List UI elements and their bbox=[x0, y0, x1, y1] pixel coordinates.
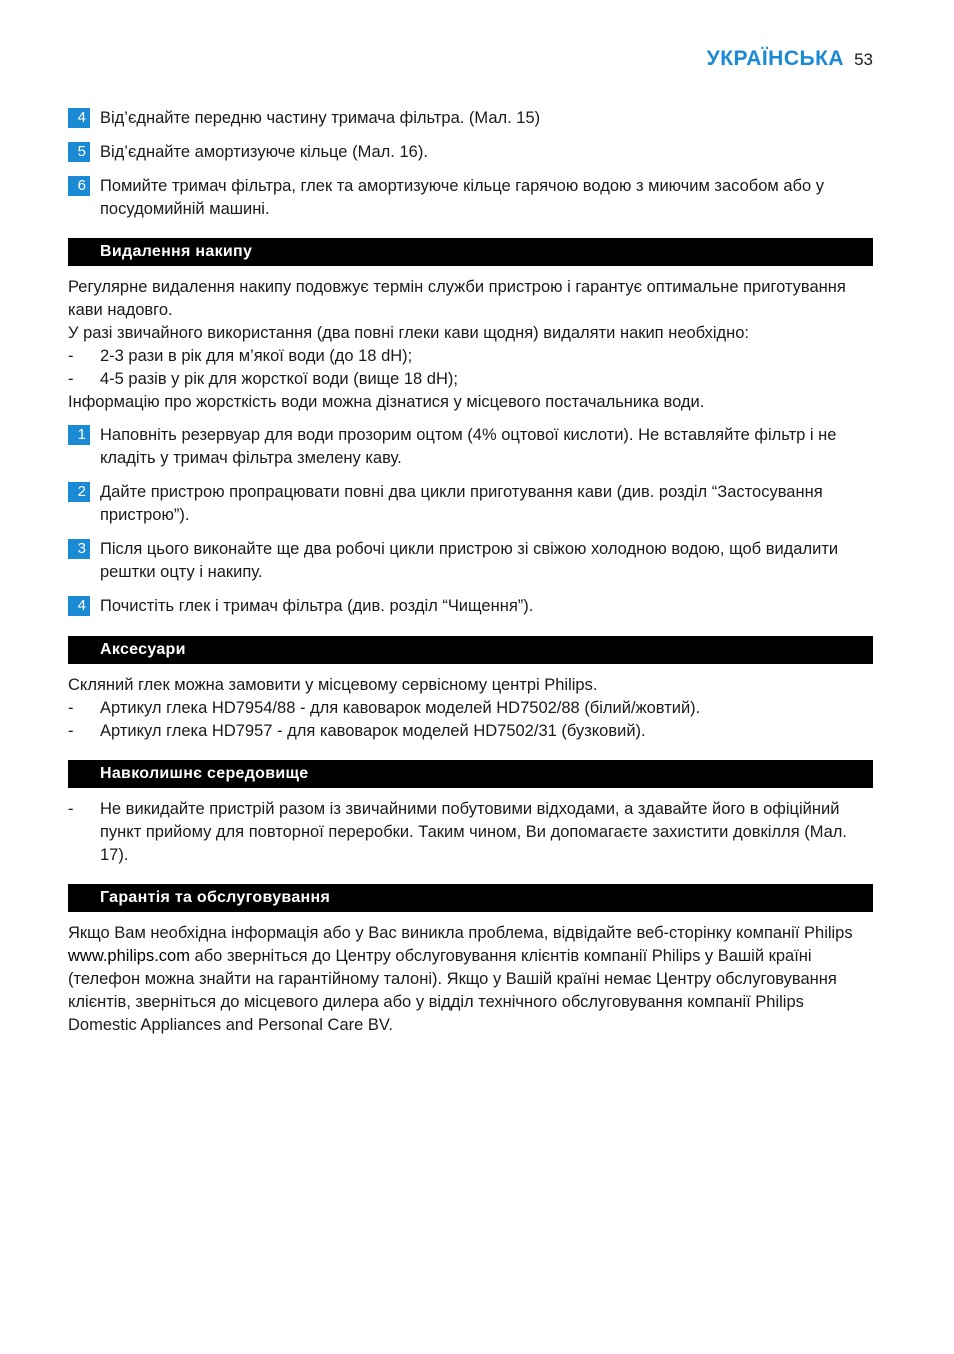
step-text: Наповніть резервуар для води прозорим оцтом (4% оцтової кислоти). Не вставляйте фільтр і не кладіть у тримач фільтра змелену каву. bbox=[100, 426, 837, 467]
step-number-badge: 4 bbox=[68, 596, 90, 616]
descaling-step-2 bbox=[68, 481, 873, 527]
list-item: - 4-5 разів у рік для жорсткої води (вище 18 dH); bbox=[68, 368, 873, 391]
step-number-badge: 2 bbox=[68, 482, 90, 502]
step-text: Дайте пристрою пропрацювати повні два цикли приготування кави (див. розділ “Застосування пристрою”). bbox=[100, 483, 823, 524]
step-number-badge: 6 bbox=[68, 176, 90, 196]
list-item: - Артикул глека HD7954/88 - для кавоварок моделей HD7502/88 (білий/жовтий). bbox=[68, 697, 873, 720]
step-number-badge: 5 bbox=[68, 142, 90, 162]
language-title: УКРАЇНСЬКА bbox=[706, 47, 845, 70]
step-number-badge: 4 bbox=[68, 108, 90, 128]
step-5 bbox=[68, 141, 873, 164]
list-item-text: Артикул глека HD7954/88 - для кавоварок моделей HD7502/88 (білий/жовтий). bbox=[100, 699, 701, 717]
section-heading-warranty: Гарантія та обслуговування bbox=[68, 884, 873, 912]
descaling-step-4 bbox=[68, 595, 873, 618]
step-6 bbox=[68, 175, 873, 221]
descaling-usage: У разі звичайного використання (два повні глеки кави щодня) видаляти накип необхідно: bbox=[68, 324, 749, 342]
section-heading-environment: Навколишнє середовище bbox=[68, 760, 873, 788]
page-content bbox=[68, 107, 873, 1037]
list-item: - Не викидайте пристрій разом із звичайними побутовими відходами, а здавайте його в офіційний пункт прийому для повторної переробки. Таким чином, Ви допомагаєте захистити довкілля (Мал. 17). bbox=[68, 798, 873, 867]
step-text: Почистіть глек і тримач фільтра (див. розділ “Чищення”). bbox=[100, 597, 534, 615]
descaling-step-1 bbox=[68, 424, 873, 470]
step-text: Помийте тримач фільтра, глек та амортизуюче кільце гарячою водою з миючим засобом або у посудомийній машині. bbox=[100, 177, 824, 218]
page-number: 53 bbox=[854, 50, 873, 69]
descaling-step-3 bbox=[68, 538, 873, 584]
page-header bbox=[707, 47, 873, 75]
list-item: - 2-3 рази в рік для м’якої води (до 18 dH); bbox=[68, 345, 873, 368]
list-item-text: Артикул глека HD7957 - для кавоварок моделей HD7502/31 (бузковий). bbox=[100, 722, 646, 740]
philips-website-link[interactable]: www.philips.com bbox=[68, 947, 190, 965]
list-item-text: Не викидайте пристрій разом із звичайними побутовими відходами, а здавайте його в офіційний пункт прийому для повторної переробки. Таким чином, Ви допомагаєте захистити довкілля (Мал. 17). bbox=[100, 800, 848, 864]
step-text: Від’єднайте передню частину тримача фільтра. (Мал. 15) bbox=[100, 109, 541, 127]
warranty-text bbox=[68, 922, 873, 1037]
list-item-text: 4-5 разів у рік для жорсткої води (вище 18 dH); bbox=[100, 370, 458, 388]
section-heading-accessories: Аксесуари bbox=[68, 636, 873, 664]
step-number-badge: 1 bbox=[68, 425, 90, 445]
warranty-text-end: або зверніться до Центру обслуговування клієнтів компанії Philips у Вашій країні (телефон можна знайти на гарантійному талоні). Якщо у Вашій країні немає Центру обслуговування клієнтів, зверніться до місцевого дилера або у відділ технічного обслуговування компанії Philips Domestic Appliances and Personal Care BV. bbox=[68, 947, 837, 1034]
descaling-note: Інформацію про жорсткість води можна дізнатися у місцевого постачальника води. bbox=[68, 393, 705, 411]
warranty-text-start: Якщо Вам необхідна інформація або у Вас виникла проблема, відвідайте веб-сторінку компанії Philips bbox=[68, 924, 853, 942]
accessories-intro: Скляний глек можна замовити у місцевому сервісному центрі Philips. bbox=[68, 676, 598, 694]
step-text: Після цього виконайте ще два робочі цикли пристрою зі свіжою холодною водою, щоб видалити рештки оцту і накипу. bbox=[100, 540, 839, 581]
step-text: Від’єднайте амортизуюче кільце (Мал. 16). bbox=[100, 143, 428, 161]
descaling-intro: Регулярне видалення накипу подовжує термін служби пристрою і гарантує оптимальне приготування кави надовго. bbox=[68, 278, 846, 319]
section-heading-descaling: Видалення накипу bbox=[68, 238, 873, 266]
step-4 bbox=[68, 107, 873, 130]
list-item: - Артикул глека HD7957 - для кавоварок моделей HD7502/31 (бузковий). bbox=[68, 720, 873, 743]
step-number-badge: 3 bbox=[68, 539, 90, 559]
list-item-text: 2-3 рази в рік для м’якої води (до 18 dH); bbox=[100, 347, 413, 365]
